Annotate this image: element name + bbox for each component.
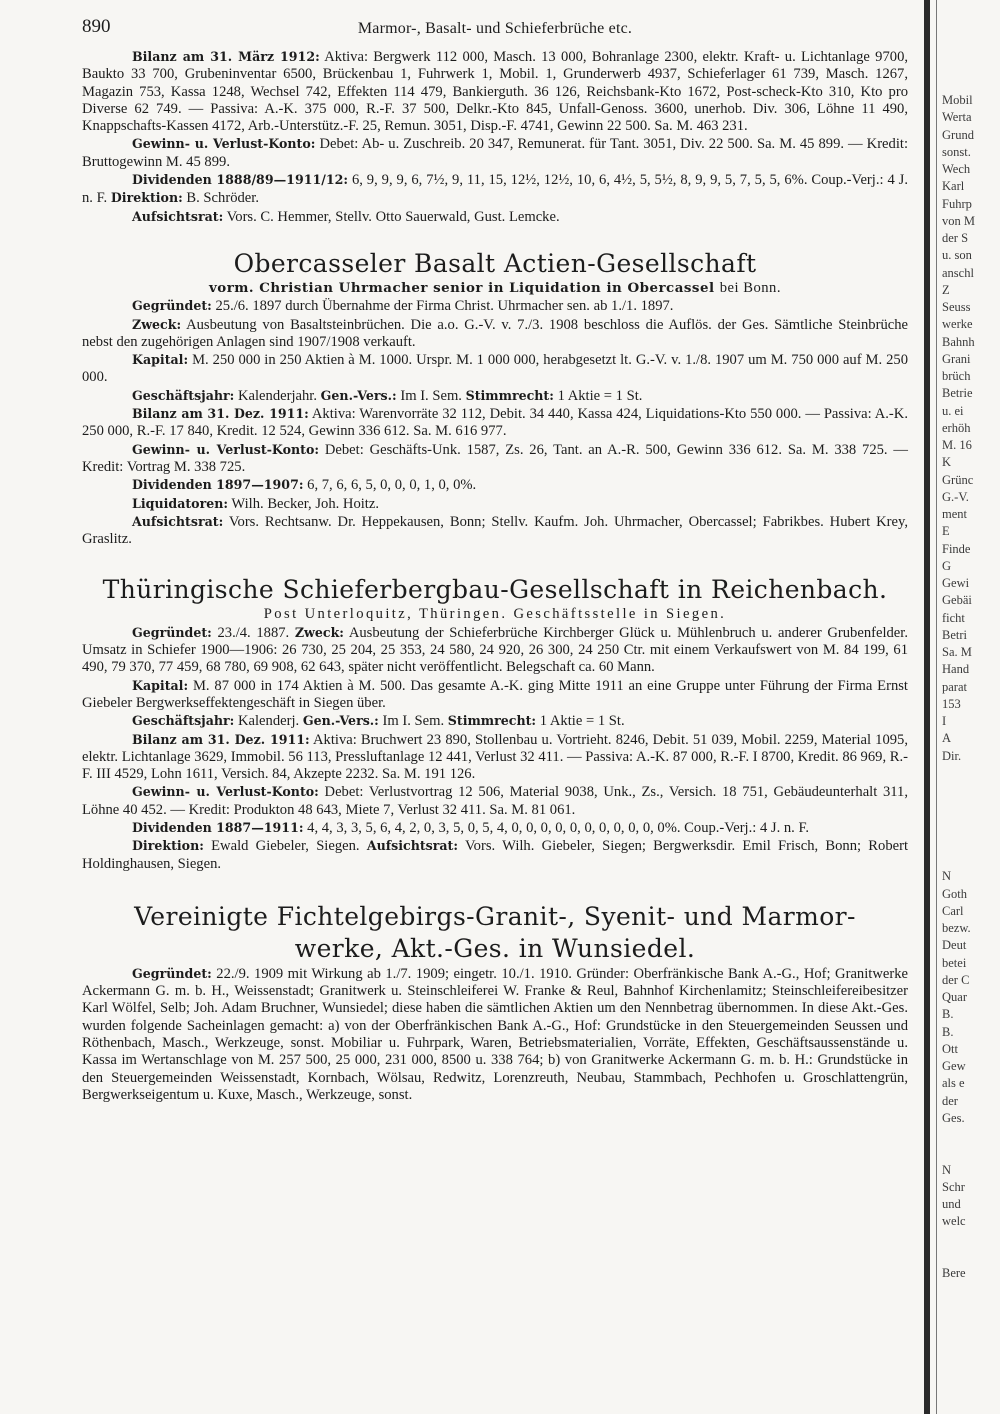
entry-gewinn-verlust: Gewinn- u. Verlust-Konto: Debet: Geschäfts-Unk. 1587, Zs. 26, Tant. an A.-R. 500, Gewinn 336 612. Sa. M. 338 725. — Kredit: Vortrag M. 338 725.	[82, 441, 908, 475]
adjacent-page-fragment	[942, 1144, 1000, 1161]
entry-gegruendet: Gegründet: 25./6. 1897 durch Übernahme der Firma Christ. Uhrmacher sen. ab 1./1. 1897.	[132, 298, 674, 315]
adjacent-page-fragment: Werta	[942, 110, 972, 125]
main-column	[82, 18, 908, 1104]
adjacent-page-fragment: Grünc	[942, 472, 974, 487]
adjacent-page-fragment: Wech	[942, 162, 971, 176]
adjacent-page-fragment: A	[942, 731, 952, 746]
adjacent-page-fragment: Ott	[942, 1041, 958, 1056]
adjacent-page-fragment: von M	[942, 213, 975, 228]
entry-dividenden: Dividenden 1887—1911: 4, 4, 3, 3, 5, 6, 4, 2, 0, 3, 5, 0, 5, 4, 0, 0, 0, 0, 0, 0, 0, 0, 0, 0, 0%. Coup.-Verj.: 4 J. n. F.	[132, 819, 810, 836]
adjacent-page-fragment: N	[942, 869, 952, 884]
adjacent-page-fragment: betei	[942, 955, 967, 970]
adjacent-page-fragment: welc	[942, 1214, 966, 1229]
running-title: Marmor-, Basalt- und Schieferbrüche etc.	[357, 20, 633, 37]
adjacent-page-fragment: ficht	[942, 610, 965, 625]
adjacent-page-fragment	[942, 1248, 1000, 1265]
entry-geschaeftsjahr: Geschäftsjahr: Kalenderj. Gen.-Vers.: Im I. Sem. Stimmrecht: 1 Aktie = 1 St.	[132, 713, 625, 730]
adjacent-page-fragment: anschl	[942, 265, 974, 280]
entry-thueringische	[82, 574, 908, 872]
entry-direktion: Direktion: Ewald Giebeler, Siegen. Aufsichtsrat: Vors. Wilh. Giebeler, Siegen; Bergwerksdir. Emil Frisch, Bonn; Robert Holdinghausen, Siegen.	[82, 838, 909, 872]
adjacent-page-fragment: parat	[942, 679, 967, 694]
entry-title: Thüringische Schieferbergbau-Gesellschaft in Reichenbach.	[102, 575, 888, 605]
entry-kapital: Kapital: M. 87 000 in 174 Aktien à M. 500. Das gesamte A.-K. ging Mitte 1911 an eine Gruppe unter Führung der Firma Ernst Giebeler Bergwerkseffektengeschäft in Siegen über.	[82, 677, 908, 711]
entry-title-line1: Vereinigte Fichtelgebirgs-Granit-, Syenit- und Marmor-	[134, 901, 856, 931]
adjacent-page-fragment: Quar	[942, 990, 967, 1004]
adjacent-page-fragment: und	[942, 1197, 961, 1211]
adjacent-page-fragment: der S	[942, 231, 969, 245]
adjacent-page-fragment: G	[942, 558, 952, 573]
prev-dividenden: Dividenden 1888/89—1911/12: 6, 9, 9, 9, 6, 7½, 9, 11, 15, 12½, 12½, 10, 6, 4½, 5, 5½, 8, 9, 9, 5, 7, 5, 5, 6%. Coup.-Verj.: 4 J. n. F. Direktion: B. Schröder.	[82, 172, 908, 207]
entry-fichtelgebirgs	[82, 901, 908, 1104]
adjacent-page-fragment: Seuss	[942, 300, 971, 314]
entry-title: Obercasseler Basalt Actien-Gesellschaft	[233, 248, 757, 278]
adjacent-page-fragment	[942, 1231, 1000, 1248]
entry-bilanz: Bilanz am 31. Dez. 1911: Aktiva: Bruchwert 23 890, Stollenbau u. Vortrieht. 8246, Debit. 51 039, Mobil. 2259, Material 1095, elektr. Lichtanlage 3629, Immobil. 56 113, Pressluftanlage 12 441, Verlust 32 411. — Passiva: A.-K. 87 000, R.-F. I 8700, Kredit. 86 969, R.-F. III 4529, Lohn 1611, Versich. 84, Akzepte 2232. Sa. M. 191 126.	[82, 731, 909, 783]
adjacent-page-fragment: brüch	[942, 369, 971, 383]
adjacent-page-strip	[942, 92, 1000, 1282]
entry-title-line2: werke, Akt.-Ges. in Wunsiedel.	[294, 933, 696, 963]
adjacent-page-fragment: sonst.	[942, 144, 971, 159]
adjacent-page-fragment: der C	[942, 972, 970, 987]
adjacent-page-fragment: G.-V.	[942, 489, 969, 504]
adjacent-page-fragment: Bere	[942, 1266, 966, 1280]
adjacent-page-fragment: der	[942, 1093, 958, 1108]
adjacent-page-fragment: Z	[942, 282, 950, 297]
adjacent-page-fragment: werke	[942, 317, 973, 332]
adjacent-page-fragment: u. ei	[942, 403, 964, 418]
entry-gewinn-verlust: Gewinn- u. Verlust-Konto: Debet: Verlustvortrag 12 506, Material 9038, Unk., Zs., Versich. 18 751, Gebäudeunterhalt 311, Löhne 40 452. — Kredit: Produkton 48 643, Miete 7, Verlust 32 411. Sa. M. 81 061.	[82, 784, 908, 818]
entry-post-line: Post Unterloquitz, Thüringen. Geschäftsstelle in Siegen.	[263, 606, 727, 623]
adjacent-page-fragment: Dir.	[942, 748, 962, 763]
adjacent-page-fragment: als e	[942, 1076, 965, 1091]
adjacent-page-fragment: E	[942, 524, 950, 539]
adjacent-page-fragment: bezw.	[942, 921, 971, 935]
adjacent-page-fragment: Carl	[942, 903, 964, 918]
entry-bilanz: Bilanz am 31. Dez. 1911: Aktiva: Warenvorräte 32 112, Debit. 34 440, Kassa 424, Liquidations-Kto 550 000. — Passiva: A.-K. 250 000, R.-F. 17 840, Kredit. 12 524, Gewinn 336 612. Sa. M. 616 977.	[82, 406, 908, 440]
adjacent-page-fragment: Hand	[942, 662, 970, 677]
entry-kapital: Kapital: M. 250 000 in 250 Aktien à M. 1000. Urspr. M. 1 000 000, herabgesetzt lt. G.-V. v. 1./8. 1907 um M. 750 000 auf M. 250 000.	[82, 352, 908, 386]
adjacent-page-fragment: M. 16	[942, 438, 972, 452]
entry-dividenden: Dividenden 1897—1907: 6, 7, 6, 6, 5, 0, 0, 0, 1, 0, 0%.	[132, 477, 477, 494]
entry-liquidatoren: Liquidatoren: Wilh. Becker, Joh. Hoitz.	[132, 495, 379, 512]
adjacent-page-fragment: Schr	[942, 1179, 965, 1194]
adjacent-page-fragment: Fuhrp	[942, 196, 972, 211]
adjacent-page-fragment: Gebäi	[942, 593, 972, 608]
adjacent-page-fragment: Betrie	[942, 386, 973, 401]
adjacent-page-fragment: Gewi	[942, 576, 970, 590]
adjacent-page-fragment: ment	[942, 507, 967, 521]
adjacent-page-fragment: u. son	[942, 248, 972, 263]
entry-gegruendet: Gegründet: 23./4. 1887. Zweck: Ausbeutung der Schieferbrüche Kirchberger Glück u. Mühlenbruch u. anderer Grubenfelder. Umsatz in Schiefer 1900—1906: 26 730, 25 204, 25 353, 24 580, 24 920, 26 300, 24 250 Ctr. mit einem Verkaufswert von M. 84 199, 61 490, 79 370, 77 459, 68 780, 69 908, 62 643, später nicht veröffentlicht. Belegschaft ca. 60 Mann.	[82, 624, 908, 676]
adjacent-page-fragment: Finde	[942, 541, 971, 556]
adjacent-page-fragment	[942, 799, 1000, 816]
adjacent-page-fragment	[942, 782, 1000, 799]
adjacent-page-fragment: Deut	[942, 938, 967, 953]
adjacent-page-fragment: Sa. M	[942, 645, 972, 659]
adjacent-page-fragment: Goth	[942, 886, 967, 901]
entry-zweck: Zweck: Ausbeutung von Basaltsteinbrüchen. Die a.o. G.-V. v. 7./3. 1908 beschloss die Auflös. der Ges. Sämtliche Steinbrüche nebst den zugehörigen Anlagen sind 1907/1908 verkauft.	[82, 316, 908, 350]
adjacent-page-fragment: B.	[942, 1007, 954, 1022]
adjacent-page-fragment: Mobil	[942, 93, 973, 107]
adjacent-page-fragment: Bahnh	[942, 334, 975, 349]
entry-geschaeftsjahr: Geschäftsjahr: Kalenderjahr. Gen.-Vers.: Im I. Sem. Stimmrecht: 1 Aktie = 1 St.	[132, 387, 643, 404]
adjacent-page-fragment: Betri	[942, 627, 967, 642]
adjacent-page-fragment: Karl	[942, 179, 965, 194]
prev-bilanz: Bilanz am 31. März 1912: Aktiva: Bergwerk 112 000, Masch. 13 000, Bohranlage 2300, elektr. Kraft- u. Lichtanlage 9700, Baukto 33 700, Grubeninventar 6500, Brückenbau 1, Fuhrwerk 1, Mobil. 1, Grunderwerb 4937, Schieferlager 61 739, Masch. 1267, Magazin 753, Kassa 1248, Wechsel 742, Effekten 114 479, Bankierguth. 36 126, Reichsbank-Kto 1672, Post-scheck-Kto 310, Kto pro Diverse 62 749. — Passiva: A.-K. 375 000, R.-F. 37 500, Delkr.-Kto 845, Unfall-Genoss. 3600, unerhob. Div. 306, Löhne 11 490, Knappschafts-Kassen 4172, Arb.-Unterstütz.-F. 25, Remun. 3051, Disp.-F. 4741, Gewinn 22 500. Sa. M. 463 231.	[82, 49, 909, 135]
adjacent-page-fragment: B.	[942, 1024, 954, 1039]
adjacent-page-fragment: N	[942, 1162, 952, 1177]
entry-obercasseler	[82, 248, 908, 548]
running-header	[82, 18, 908, 48]
adjacent-page-fragment	[942, 834, 1000, 851]
adjacent-page-fragment: Grund	[942, 127, 974, 142]
prev-gewinn-verlust: Gewinn- u. Verlust-Konto: Debet: Ab- u. Zuschreib. 20 347, Remunerat. für Tant. 3051, Div. 22 500. Sa. M. 45 899. — Kredit: Bruttogewinn M. 45 899.	[82, 136, 908, 170]
prev-entry	[82, 48, 908, 226]
adjacent-page-fragment: Ges.	[942, 1110, 965, 1125]
adjacent-page-fragment	[942, 817, 1000, 834]
entry-subtitle: vorm. Christian Uhrmacher senior in Liquidation in Obercassel bei Bonn.	[208, 279, 782, 296]
prev-aufsichtsrat: Aufsichtsrat: Vors. C. Hemmer, Stellv. Otto Sauerwald, Gust. Lemcke.	[132, 208, 560, 225]
adjacent-page-fragment: K	[942, 455, 952, 470]
adjacent-page-fragment: I	[942, 714, 947, 728]
page-gutter-rule	[924, 0, 930, 1414]
adjacent-page-fragment: Grani	[942, 351, 971, 366]
entry-aufsichtsrat: Aufsichtsrat: Vors. Rechtsanw. Dr. Heppekausen, Bonn; Stellv. Kaufm. Joh. Uhrmacher, Obercassel; Fabrikbes. Hubert Krey, Graslitz.	[82, 513, 908, 548]
entry-gegruendet: Gegründet: 22./9. 1909 mit Wirkung ab 1./7. 1909; eingetr. 10./1. 1910. Gründer: Oberfränkische Bank A.-G., Hof; Granitwerke Ackermann G. m. b. H., Weissenstadt; Granitwerk u. Steinschleiferei W. Franke & Reul, Bahnhof Kirchenlamitz; Steinschleifereibesitzer Karl Wölfel, Selb; Joh. Adam Bruchner, Wunsiedel; diese haben die sämtlichen Aktien um den Nennbetrag übernommen. In diese Akt.-Ges. wurden folgende Sacheinlagen gemacht: a) von der Oberfränkischen Bank A.-G., Hof: Grundstücke in den Steuergemeinden Seussen und Röthenbach, Masch., Werkzeuge, sonst. Mobiliar u. Fuhrpark, Waren, Betriebsmaterialien, Vorräte, Effekten, Geschäftsaussenstände u. Kassa im Wertanschlage von M. 257 500, 25 000, 231 000, 8500 u. 338 764; b) von Granitwerke Ackermann G. m. b. H.: Grundstücke in den Steuergemeinden Weissenstadt, Kornbach, Wölsau, Redwitz, Lorenzreuth, Neubau, Stammbach, Pechhofen u. Groschlattengrün, Bergwerkseigentum u. Kuxe, Masch., Werkzeuge, sonst.	[82, 965, 908, 1103]
adjacent-page-fragment	[942, 765, 1000, 782]
page-gutter-line	[936, 0, 937, 1414]
adjacent-page-fragment	[942, 1127, 1000, 1144]
adjacent-page-fragment: Gew	[942, 1059, 966, 1073]
page-number: 890	[82, 16, 111, 37]
adjacent-page-fragment	[942, 851, 1000, 868]
adjacent-page-fragment: 153	[942, 696, 961, 711]
adjacent-page-fragment: erhöh	[942, 420, 971, 435]
